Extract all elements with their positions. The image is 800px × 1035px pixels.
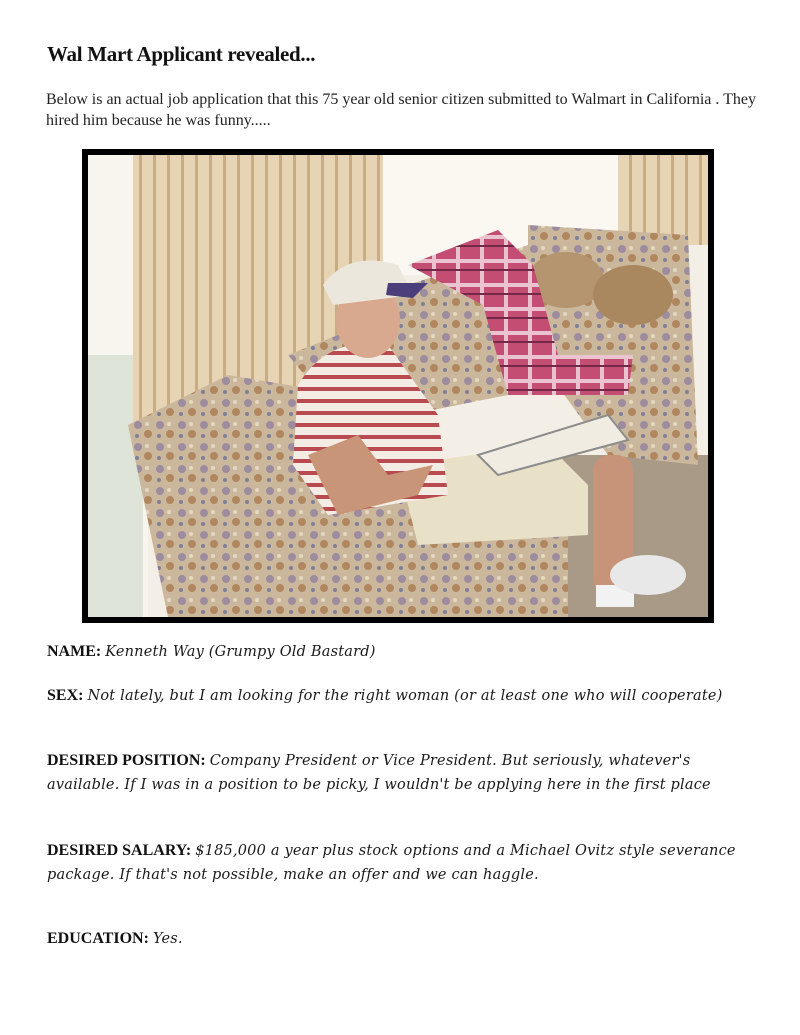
desired-salary-answer: $185,000 a year plus stock options and a Michael Ovitz style severance package. If that's not possible, make an offer and we can haggle. xyxy=(47,843,736,883)
name-field xyxy=(47,640,747,664)
sex-field xyxy=(47,684,747,708)
page-title: Wal Mart Applicant revealed... xyxy=(47,42,316,66)
sex-answer: Not lately, but I am looking for the right woman (or at least one who will cooperate) xyxy=(87,688,723,704)
desired-position-answer: Company President or Vice President. But seriously, whatever's available. If I was in a position to be picky, I wouldn't be applying here in the first place xyxy=(47,753,711,793)
applicant-photo xyxy=(82,149,714,623)
desired-salary-label: DESIRED SALARY: xyxy=(47,842,192,859)
intro-paragraph: Below is an actual job application that this 75 year old senior citizen submitted to Walmart in California . They hired him because he was funny..... xyxy=(46,91,756,129)
desired-salary-field xyxy=(47,839,747,887)
education-label: EDUCATION: xyxy=(47,930,149,947)
desired-position-field xyxy=(47,749,747,797)
applicant-photo-illustration xyxy=(88,155,708,617)
sex-label: SEX: xyxy=(47,687,84,704)
education-answer: Yes. xyxy=(152,931,183,947)
name-answer: Kenneth Way (Grumpy Old Bastard) xyxy=(105,644,376,660)
desired-position-label: DESIRED POSITION: xyxy=(47,752,206,769)
name-label: NAME: xyxy=(47,643,102,660)
education-field xyxy=(47,927,747,951)
